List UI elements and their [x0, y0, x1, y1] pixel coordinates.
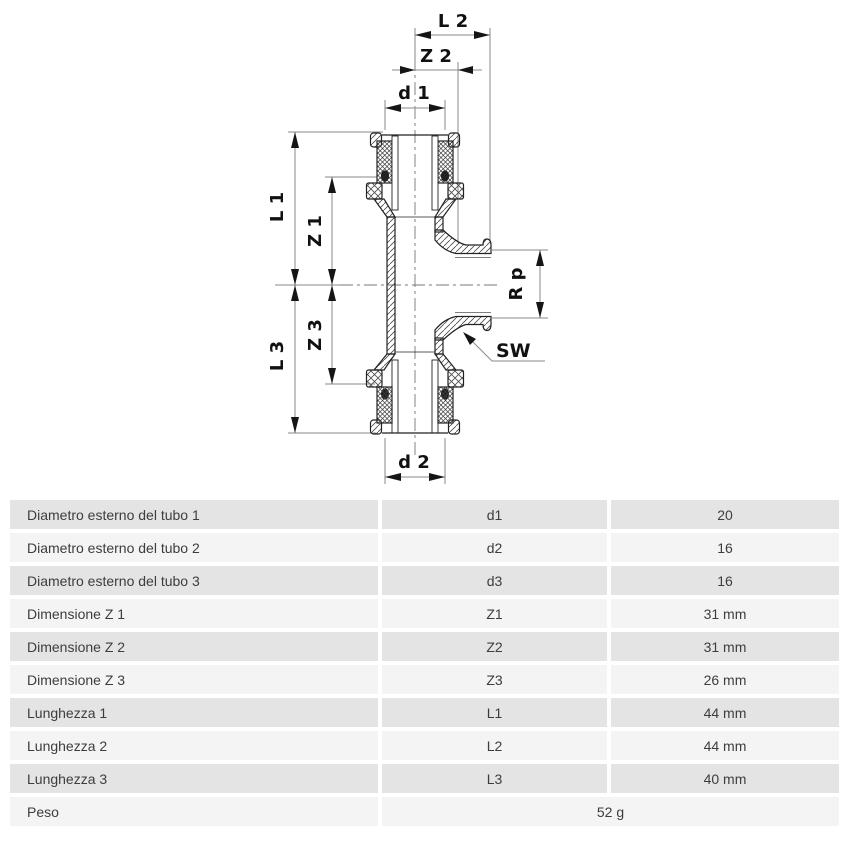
table-cell-label: Peso — [10, 797, 378, 826]
top-inner-sleeve-right — [432, 136, 438, 210]
label-d2: d 2 — [398, 452, 430, 473]
table-row — [10, 500, 839, 529]
table-cell-value: 16 — [611, 533, 839, 562]
label-rp: R p — [506, 267, 527, 301]
table-cell-value: 26 mm — [611, 665, 839, 694]
spec-table — [10, 500, 839, 826]
table-cell-label: Lunghezza 1 — [10, 698, 378, 727]
table-cell-value: 16 — [611, 566, 839, 595]
table-row — [10, 665, 839, 694]
bottom-bead-right — [449, 420, 460, 434]
top-oring-right — [442, 171, 449, 181]
table-cell-label: Lunghezza 2 — [10, 731, 378, 760]
label-l2: L 2 — [437, 11, 469, 32]
bottom-inner-sleeve-right — [432, 360, 438, 433]
label-l1: L 1 — [267, 191, 288, 223]
table-cell-label: Dimensione Z 1 — [10, 599, 378, 628]
table-cell-symbol: L3 — [382, 764, 607, 793]
table-row — [10, 797, 839, 826]
table-row — [10, 533, 839, 562]
bottom-collar-left — [367, 370, 383, 387]
bottom-bead-left — [371, 420, 382, 434]
table-cell-symbol: L2 — [382, 731, 607, 760]
table-cell-label: Diametro esterno del tubo 1 — [10, 500, 378, 529]
fitting-body — [367, 133, 492, 434]
table-cell-symbol: d3 — [382, 566, 607, 595]
table-cell-symbol: d2 — [382, 533, 607, 562]
table-cell-symbol: Z1 — [382, 599, 607, 628]
table-cell-symbol: d1 — [382, 500, 607, 529]
table-cell-value: 44 mm — [611, 698, 839, 727]
table-cell-value-merged: 52 g — [382, 797, 839, 826]
table-cell-value: 31 mm — [611, 632, 839, 661]
table-cell-symbol: L1 — [382, 698, 607, 727]
label-z2: Z 2 — [420, 46, 452, 67]
table-row — [10, 698, 839, 727]
table-cell-label: Dimensione Z 3 — [10, 665, 378, 694]
table-cell-label: Dimensione Z 2 — [10, 632, 378, 661]
label-d1: d 1 — [398, 83, 430, 104]
table-cell-symbol: Z3 — [382, 665, 607, 694]
table-row — [10, 566, 839, 595]
table-row — [10, 764, 839, 793]
table-cell-label: Diametro esterno del tubo 2 — [10, 533, 378, 562]
label-sw: SW — [496, 340, 531, 362]
bottom-collar-right — [448, 370, 464, 387]
table-row — [10, 731, 839, 760]
table-cell-label: Diametro esterno del tubo 3 — [10, 566, 378, 595]
top-collar-left — [367, 183, 383, 199]
table-cell-value: 40 mm — [611, 764, 839, 793]
top-inner-sleeve-left — [392, 136, 398, 210]
top-collar-right — [448, 183, 464, 199]
table-cell-symbol: Z2 — [382, 632, 607, 661]
table-row — [10, 632, 839, 661]
table-row — [10, 599, 839, 628]
bottom-inner-sleeve-left — [392, 360, 398, 433]
table-cell-value: 31 mm — [611, 599, 839, 628]
label-z3: Z 3 — [305, 319, 326, 351]
bottom-sleeve-left — [377, 387, 392, 423]
branch-wall-top — [435, 230, 491, 254]
label-l3: L 3 — [267, 340, 288, 372]
label-z1: Z 1 — [305, 215, 326, 247]
table-cell-value: 20 — [611, 500, 839, 529]
pipe-wall-left — [387, 217, 395, 354]
top-oring-left — [382, 171, 389, 181]
branch-wall-bottom — [435, 317, 491, 341]
center-lines — [340, 58, 497, 455]
table-cell-value: 44 mm — [611, 731, 839, 760]
bottom-sleeve-right — [438, 387, 453, 423]
table-cell-label: Lunghezza 3 — [10, 764, 378, 793]
